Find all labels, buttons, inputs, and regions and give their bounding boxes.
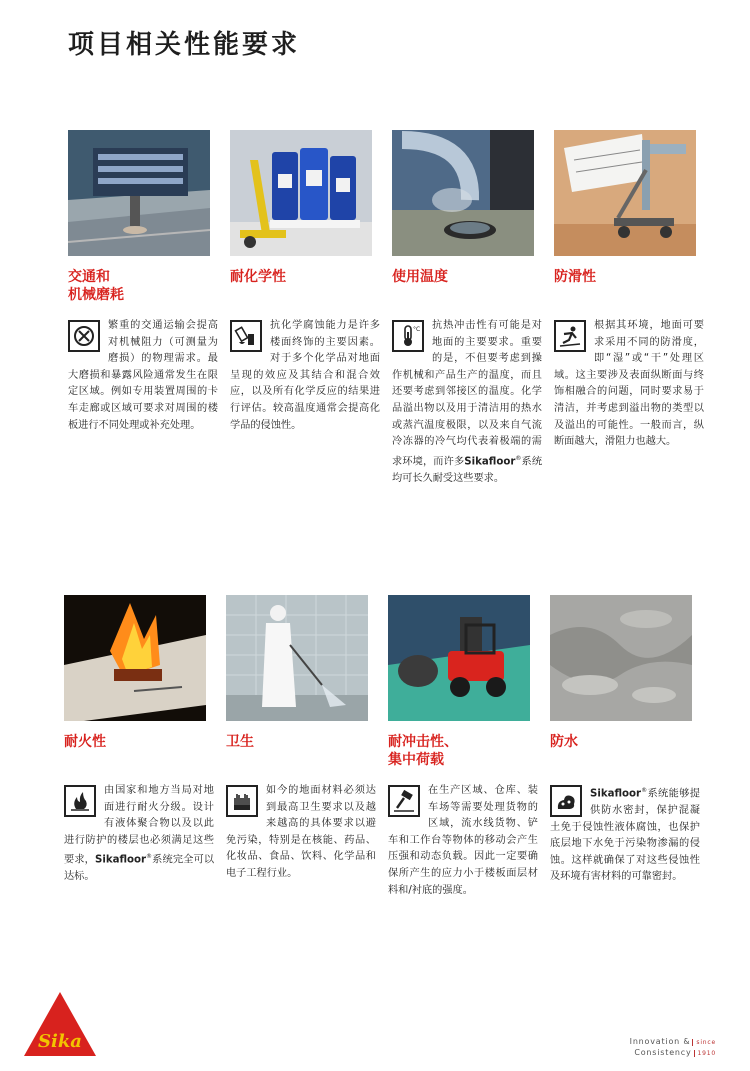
section-traffic-abrasion xyxy=(68,130,218,434)
impact-loading-body: 在生产区域、仓库、装车场等需要处理货物的区域，流水线货物、铲车和工作台等物体的移动会产生压强和动态负载。因此一定要确保所产生的应力小于楼板面层材料和/衬底的强度。 xyxy=(388,785,538,896)
tagline-line2: Consistency xyxy=(634,1048,692,1057)
footer-tagline xyxy=(630,1037,716,1059)
service-temperature-heading: 使用温度 xyxy=(392,269,448,285)
section-waterproofing xyxy=(550,595,700,886)
service-temperature-text xyxy=(392,318,542,487)
section-impact-loading xyxy=(388,595,538,899)
since-label: since xyxy=(692,1039,716,1046)
trademark: ® xyxy=(515,454,522,462)
chemical-resistance-text xyxy=(230,318,380,434)
steam-pipe-photo xyxy=(392,130,534,256)
tagline-line1: Innovation & xyxy=(629,1037,691,1046)
logo-text: Sika xyxy=(38,1031,82,1052)
section-service-temperature xyxy=(392,130,542,487)
hygiene-cleaning-photo xyxy=(226,595,368,721)
fire-test-photo xyxy=(64,595,206,721)
impact-hammer-icon xyxy=(388,785,420,817)
slip-resistance-text xyxy=(554,318,704,451)
section-slip-resistance xyxy=(554,130,704,451)
trademark: ® xyxy=(641,787,648,794)
chemical-icon xyxy=(230,320,262,352)
hygiene-hands-icon xyxy=(226,785,258,817)
fire-resistance-heading: 耐火性 xyxy=(64,734,106,750)
chemical-resistance-body: 抗化学腐蚀能力是许多楼面终饰的主要因素。对于多个化学品对地面呈现的效应及其结合和混合效应，以及所有化学反应的结果进行评估。较高温度通常会提高化学品的侵蚀性。 xyxy=(230,320,380,431)
waterproofing-text xyxy=(550,783,700,886)
slip-resistance-heading: 防滑性 xyxy=(554,269,596,285)
thermometer-icon xyxy=(392,320,424,352)
traffic-abrasion-body: 繁重的交通运输会提高对机械阻力（可测量为磨损）的物理需求。最大磨损和暴露风险通常发生在限定区域。例如专用装置周围的卡车走廊或区域可要求对周围的楼板进行不同处理或补充处理。 xyxy=(68,320,218,431)
hygiene-heading: 卫生 xyxy=(226,734,254,750)
service-temperature-body: 抗热冲击性有可能是对地面的主要要求。重要的是，不但要考虑到操作机械和产品生产的温度，而且还要考虑到邻接区的温度。化学品溢出物以及用于清洁用的热水或蒸汽温度极限，以及来自气流冷冻器的冷气均代表着极端的需求环境，而许多 xyxy=(392,320,542,468)
slip-icon xyxy=(554,320,586,352)
traffic-abrasion-text xyxy=(68,318,218,434)
since-year: 1910 xyxy=(694,1050,716,1057)
brand-name: Sikafloor xyxy=(94,854,147,866)
hygiene-body: 如今的地面材料必须达到最高卫生要求以及越来越高的具体要求以避免污染，特别是在核能、药品、化妆品、食品、饮料、化学品和电子工程行业。 xyxy=(226,785,376,879)
traffic-abrasion-photo xyxy=(68,130,210,256)
hygiene-text xyxy=(226,783,376,883)
fire-icon xyxy=(64,785,96,817)
fire-resistance-text xyxy=(64,783,214,886)
section-hygiene xyxy=(226,595,376,883)
brand-name: Sikafloor xyxy=(464,456,516,468)
waterproofing-heading: 防水 xyxy=(550,734,578,750)
fire-resistance-body-end: 系统完全可以达标。 xyxy=(64,854,215,883)
chemical-resistance-heading: 耐化学性 xyxy=(230,269,286,285)
slip-resistance-body: 根据其环境，地面可要求采用不同的防滑度，即“湿”或“干”处理区域。这主要涉及表面纵断面与终饰相融合的问题，同时要求易于清洁，并考虑到溢出物的类型以及溢出的可能性。一般而言，纵断面越大，滑阻力也越大。 xyxy=(554,320,704,448)
section-fire-resistance xyxy=(64,595,214,886)
concrete-surface-photo xyxy=(550,595,692,721)
waterproofing-body: 系统能够提供防水密封，保护混凝土免于侵蚀性液体腐蚀，也保护底层地下水免于污染物渗漏的侵蚀。这样就确保了对这些侵蚀性及环境有害材料的可靠密封。 xyxy=(550,788,700,883)
traffic-abrasion-heading: 交通和 机械磨耗 xyxy=(68,269,124,303)
svg-text:°C: °C xyxy=(413,326,420,333)
fire-resistance-body: 由国家和地方当局对地面进行耐火分级。设计有液体聚合物以及以此进行防护的楼层也必须满足这些要求， xyxy=(64,785,214,866)
service-temperature-body-end: 系统均可长久耐受这些要求。 xyxy=(392,456,543,484)
chemical-drums-photo xyxy=(230,130,372,256)
impact-loading-text xyxy=(388,783,538,899)
section-chemical-resistance xyxy=(230,130,380,434)
forklift-photo xyxy=(388,595,530,721)
page-title: 项目相关性能要求 xyxy=(68,30,301,60)
abrasion-icon xyxy=(68,320,100,352)
waterproof-icon xyxy=(550,785,582,817)
sika-logo xyxy=(24,992,96,1056)
pendulum-tester-photo xyxy=(554,130,696,256)
brand-name: Sikafloor xyxy=(590,788,642,800)
trademark: ® xyxy=(146,853,153,861)
impact-loading-heading: 耐冲击性、 集中荷载 xyxy=(388,734,458,768)
